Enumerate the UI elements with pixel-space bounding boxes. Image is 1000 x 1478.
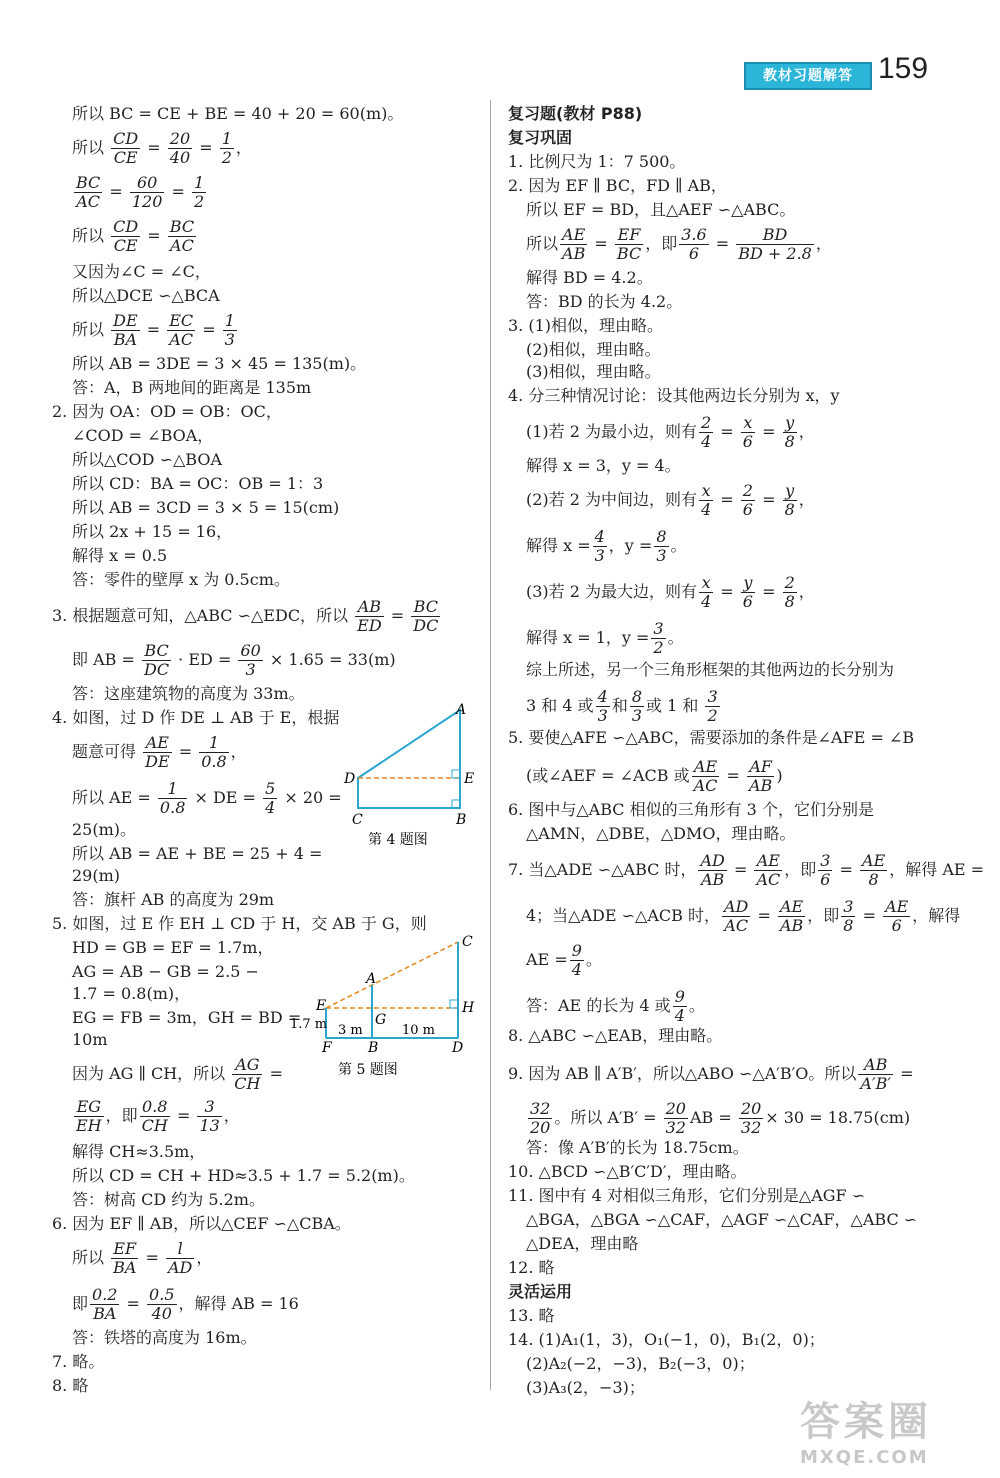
equation-line: 即 AB = $\frac{BC}{DC}$ · ED = $\frac{60}{3}$ × 1.65 = 33(m) bbox=[72, 641, 396, 679]
fig4-label-c: C bbox=[352, 812, 363, 828]
fig4-label-a: A bbox=[456, 702, 467, 718]
text-line: △AMN，△DBE，△DMO，理由略。 bbox=[526, 824, 796, 843]
answer-1: 1. 比例尺为 1：7 500。 bbox=[508, 152, 686, 171]
answer-8: 8. △ABC ∽△EAB，理由略。 bbox=[508, 1026, 723, 1045]
text-line: AG = AB − GB = 2.5 − bbox=[72, 962, 259, 981]
problem-4: 4. 如图，过 D 作 DE ⊥ AB 于 E，根据 bbox=[52, 708, 340, 727]
equation-line: AE = $\frac{9}{4}$ 。 bbox=[526, 941, 602, 979]
problem-6: 6. 因为 EF ∥ AB，所以△CEF ∽△CBA。 bbox=[52, 1214, 351, 1233]
text-line: 答：铁塔的高度为 16m。 bbox=[72, 1328, 257, 1347]
fig5-height-label: 1.7 m bbox=[290, 1017, 328, 1032]
text-line: (3)A₃(2，−3)； bbox=[526, 1378, 645, 1397]
equation-line: 解得 x = $\frac{4}{3}$ ，y = $\frac{8}{3}$ 。 bbox=[526, 527, 687, 565]
fig4-label-d: D bbox=[344, 771, 356, 787]
text-line: 10m bbox=[72, 1030, 108, 1049]
equation-line: $\frac{EG}{EH}$ ，即 $\frac{0.8}{CH}$ = $\frac{3}{13}$ ， bbox=[76, 1097, 240, 1135]
fig5-label-h: H bbox=[462, 1000, 475, 1016]
equation-line: 所以 $\frac{AE}{AB}$ = $\frac{EF}{BC}$ ，即 $\frac{3.6}{6}$ = $\frac{BD}{BD + 2.8}$ ， bbox=[526, 225, 832, 263]
equation-line: (3)若 2 为最大边，则有 $\frac{x}{4}$ = $\frac{y}{6}$ = $\frac{2}{8}$ ， bbox=[526, 573, 815, 611]
fig5-label-e: E bbox=[316, 998, 327, 1014]
equation-line: $\frac{BC}{AC}$ = $\frac{60}{120}$ = $\frac{1}{2}$ bbox=[76, 173, 205, 211]
problem-8: 8. 略 bbox=[52, 1376, 89, 1395]
text-line: 答：BD 的长为 4.2。 bbox=[526, 292, 683, 311]
fig5-label-c: C bbox=[462, 934, 473, 950]
text-line: 解得 x = 0.5 bbox=[72, 546, 168, 565]
answer-13: 13. 略 bbox=[508, 1306, 555, 1325]
fig5-sight-line bbox=[326, 942, 458, 1008]
text-line: 25(m)。 bbox=[72, 820, 137, 839]
text-line: 解得 x = 3，y = 4。 bbox=[526, 456, 681, 475]
column-divider bbox=[490, 100, 491, 1390]
figure-5 bbox=[286, 928, 486, 1080]
text-line: 答：像 A′B′的长为 18.75cm。 bbox=[526, 1138, 749, 1157]
text-line: 所以 BC = CE + BE = 40 + 20 = 60(m)。 bbox=[72, 104, 404, 123]
text-line: (2)相似，理由略。 bbox=[526, 340, 661, 359]
answer-6: 6. 图中与△ABC 相似的三角形有 3 个，它们分别是 bbox=[508, 800, 874, 819]
equation-line: 所以 $\frac{EF}{BA}$ = $\frac{l}{AD}$ ， bbox=[72, 1239, 213, 1277]
equation-line: 因为 AG ∥ CH，所以 $\frac{AG}{CH}$ = bbox=[72, 1055, 283, 1093]
text-line: 所以△COD ∽△BOA bbox=[72, 450, 223, 469]
problem-3: 3. 根据题意可知，△ABC ∽△EDC，所以 $\frac{AB}{ED}$ = $\frac{BC}{DC}$ bbox=[52, 597, 439, 635]
fig4-caption: 第 4 题图 bbox=[368, 832, 428, 848]
text-line: 所以 CD = CH + HD≈3.5 + 1.7 = 5.2(m)。 bbox=[72, 1166, 415, 1185]
text-line: 又因为∠C = ∠C， bbox=[72, 262, 211, 281]
text-line: 所以 AB = AE + BE = 25 + 4 = bbox=[72, 844, 323, 863]
text-line: 答：这座建筑物的高度为 33m。 bbox=[72, 684, 305, 703]
text-line: 答：A，B 两地间的距离是 135m bbox=[72, 378, 312, 397]
text-line: 解得 CH≈3.5m， bbox=[72, 1142, 206, 1161]
equation-line: 解得 x = 1，y = $\frac{3}{2}$ 。 bbox=[526, 619, 684, 657]
equation-line: (2)若 2 为中间边，则有 $\frac{x}{4}$ = $\frac{2}{6}$ = $\frac{y}{8}$ ， bbox=[526, 481, 815, 519]
text-line: HD = GB = EF = 1.7m， bbox=[72, 938, 274, 957]
answer-3: 3. (1)相似，理由略。 bbox=[508, 316, 664, 335]
equation-line: 所以 $\frac{DE}{BA}$ = $\frac{EC}{AC}$ = $\frac{1}{3}$ bbox=[72, 311, 235, 349]
equation-line: 即 $\frac{0.2}{BA}$ = $\frac{0.5}{40}$ ，解得 AB = 16 bbox=[72, 1285, 299, 1323]
text-line: 所以△DCE ∽△BCA bbox=[72, 286, 220, 305]
text-line: 所以 AB = 3CD = 3 × 5 = 15(cm) bbox=[72, 498, 340, 517]
text-line: ∠COD = ∠BOA， bbox=[72, 426, 214, 445]
text-line: (3)相似，理由略。 bbox=[526, 362, 661, 381]
answer-11: 11. 图中有 4 对相似三角形，它们分别是△AGF ∽ bbox=[508, 1186, 866, 1205]
section-subheading: 灵活运用 bbox=[508, 1282, 573, 1301]
fig4-outline bbox=[358, 710, 460, 808]
equation-line: (1)若 2 为最小边，则有 $\frac{2}{4}$ = $\frac{x}{6}$ = $\frac{y}{8}$ ， bbox=[526, 413, 815, 451]
text-line: (2)A₂(−2，−3)，B₂(−3，0)； bbox=[526, 1354, 755, 1373]
watermark-url: MXQE.COM bbox=[800, 1447, 929, 1468]
text-line: 29(m) bbox=[72, 866, 121, 885]
problem-2: 2. 因为 OA：OD = OB：OC， bbox=[52, 402, 282, 421]
answer-2: 2. 因为 EF ∥ BC，FD ∥ AB， bbox=[508, 176, 727, 195]
problem-5: 5. 如图，过 E 作 EH ⊥ CD 于 H，交 AB 于 G，则 bbox=[52, 914, 427, 933]
equation-line: 4；当△ADE ∽△ACB 时， $\frac{AD}{AC}$ = $\frac{AE}{AB}$ ，即 $\frac{3}{8}$ = $\frac{AE}{6}$ ，解得 bbox=[526, 897, 961, 935]
watermark-logo bbox=[800, 1390, 990, 1470]
answer-5: 5. 要使△AFE ∽△ABC，需要添加的条件是∠AFE = ∠B bbox=[508, 728, 915, 747]
text-line: 答：树高 CD 约为 5.2m。 bbox=[72, 1190, 265, 1209]
text-line: 答：零件的壁厚 x 为 0.5cm。 bbox=[72, 570, 290, 589]
section-subheading: 复习巩固 bbox=[508, 128, 573, 147]
watermark-title: 答案圈 bbox=[800, 1399, 932, 1445]
text-line: 所以 EF = BD，且△AEF ∽△ABC。 bbox=[526, 200, 796, 219]
equation-line: 3 和 4 或 $\frac{4}{3}$ 和 $\frac{8}{3}$ 或 1 和 $\frac{3}{2}$ bbox=[526, 687, 718, 725]
equation-line: 答：AE 的长为 4 或 $\frac{9}{4}$ 。 bbox=[526, 987, 705, 1025]
fig5-caption: 第 5 题图 bbox=[338, 1062, 398, 1078]
text-line: EG = FB = 3m，GH = BD = bbox=[72, 1008, 302, 1027]
fig5-label-g: G bbox=[375, 1012, 387, 1028]
problem-7: 7. 略。 bbox=[52, 1352, 105, 1371]
text-line: △DEA，理由略 bbox=[526, 1234, 639, 1253]
equation-line: (或∠AEF = ∠ACB 或 $\frac{AE}{AC}$ = $\frac{AF}{AB}$ ) bbox=[526, 757, 783, 795]
answer-14: 14. (1)A₁(1，3)，O₁(−1，0)，B₁(2，0)； bbox=[508, 1330, 825, 1349]
text-line: 所以 AB = 3DE = 3 × 45 = 135(m)。 bbox=[72, 354, 367, 373]
fig5-right-angle bbox=[450, 1000, 458, 1008]
fig5-label-b: B bbox=[368, 1040, 379, 1056]
fig5-label-a: A bbox=[366, 971, 377, 987]
page-number: 159 bbox=[878, 52, 929, 85]
figure-4 bbox=[336, 700, 486, 850]
equation-line: 所以 $\frac{CD}{CE}$ = $\frac{20}{40}$ = $\frac{1}{2}$ ， bbox=[72, 129, 252, 167]
text-line: 答：旗杆 AB 的高度为 29m bbox=[72, 890, 275, 909]
text-line: 所以 2x + 15 = 16， bbox=[72, 522, 233, 541]
fig5-distance-2: 10 m bbox=[402, 1023, 436, 1038]
text-line: 综上所述，另一个三角形框架的其他两边的长分别为 bbox=[526, 660, 895, 679]
fig5-label-d: D bbox=[452, 1040, 464, 1056]
text-line: △BGA，△BGA ∽△CAF，△AGF ∽△CAF，△ABC ∽ bbox=[526, 1210, 918, 1229]
fig4-label-b: B bbox=[456, 812, 467, 828]
equation-line: $\frac{32}{20}$ 。所以 A′B′ = $\frac{20}{32}$ AB = $\frac{20}{32}$ × 30 = 18.75(cm) bbox=[530, 1099, 911, 1137]
fig5-distance-1: 3 m bbox=[338, 1023, 363, 1038]
equation-line: 所以 $\frac{CD}{CE}$ = $\frac{BC}{AC}$ bbox=[72, 217, 195, 255]
fig4-right-angle bbox=[452, 770, 460, 778]
text-line: 所以 CD：BA = OC：OB = 1：3 bbox=[72, 474, 324, 493]
section-heading: 复习题(教材 P88) bbox=[508, 104, 643, 123]
answer-9: 9. 因为 AB ∥ A′B′，所以△ABO ∽△A′B′O。所以 $\frac{AB}{A'B'}$ = bbox=[508, 1055, 914, 1093]
fig4-label-e: E bbox=[464, 771, 475, 787]
text-line: 解得 BD = 4.2。 bbox=[526, 268, 653, 287]
equation-line: 题意可得 $\frac{AE}{DE}$ = $\frac{1}{0.8}$ ， bbox=[72, 733, 247, 771]
answer-7: 7. 当△ADE ∽△ABC 时， $\frac{AD}{AB}$ = $\frac{AE}{AC}$ ，即 $\frac{3}{6}$ = $\frac{AE}{8}$ ，解得 AE = bbox=[508, 851, 985, 889]
chapter-tag: 教材习题解答 bbox=[744, 62, 872, 90]
equation-line: 所以 AE = $\frac{1}{0.8}$ × DE = $\frac{5}{4}$ × 20 = bbox=[72, 779, 342, 817]
answer-12: 12. 略 bbox=[508, 1258, 555, 1277]
fig4-right-angle bbox=[452, 800, 460, 808]
fig5-label-f: F bbox=[322, 1040, 332, 1056]
answer-10: 10. △BCD ∽△B′C′D′，理由略。 bbox=[508, 1162, 747, 1181]
answer-4: 4. 分三种情况讨论：设其他两边长分别为 x，y bbox=[508, 386, 840, 405]
text-line: 1.7 = 0.8(m)， bbox=[72, 984, 191, 1003]
